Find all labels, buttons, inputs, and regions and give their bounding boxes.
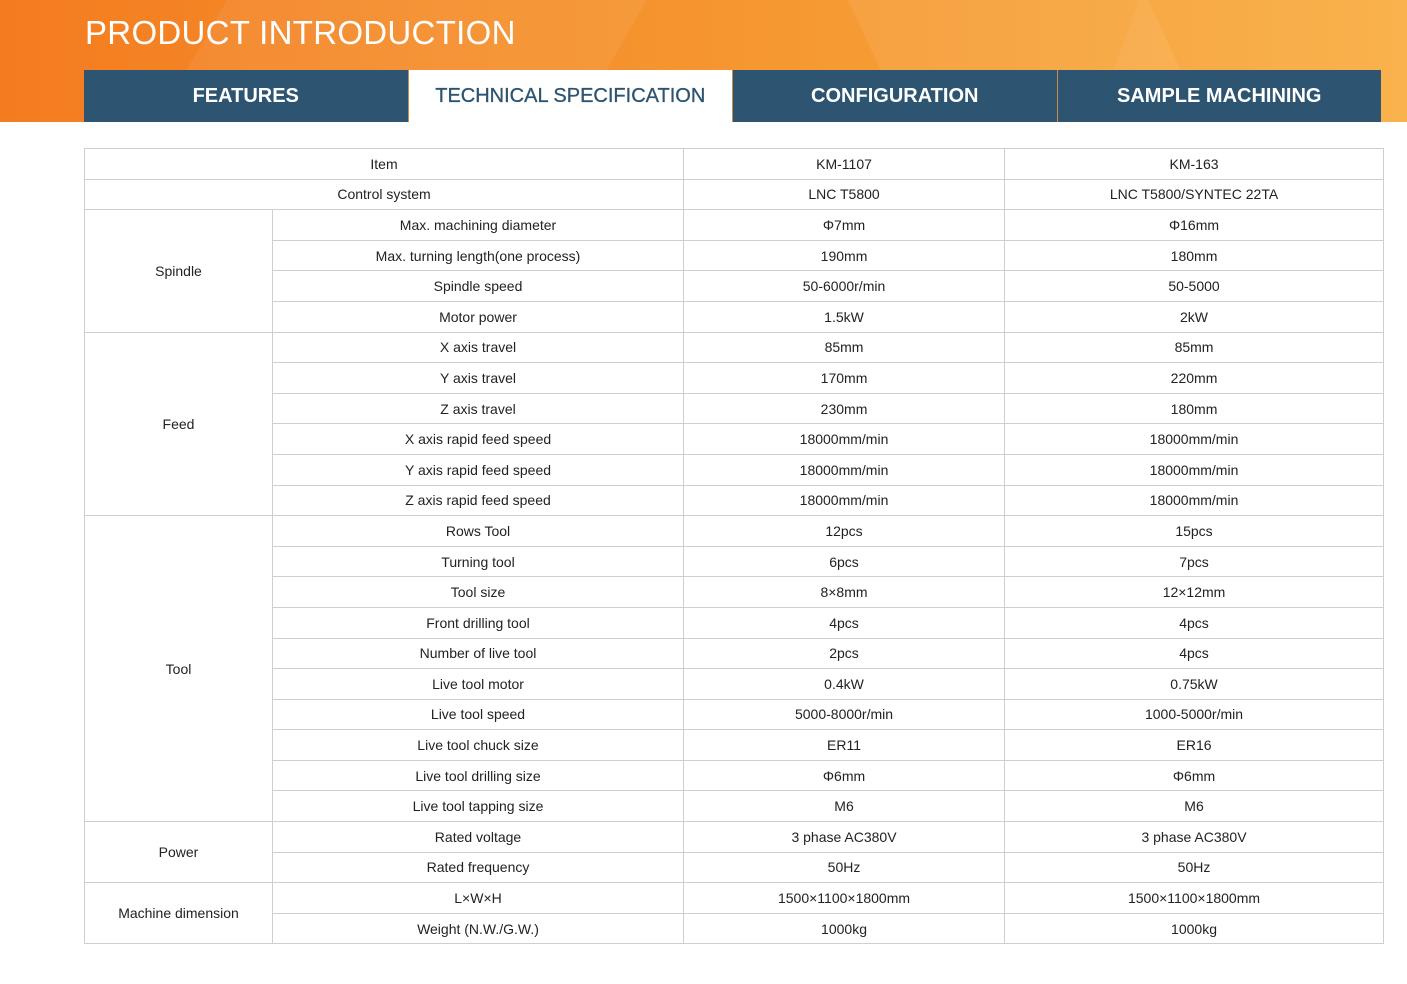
value-cell: 1.5kW (684, 301, 1005, 332)
value-cell: ER16 (1005, 730, 1384, 761)
value-cell: 230mm (684, 393, 1005, 424)
row-label-cell: Z axis rapid feed speed (273, 485, 684, 516)
row-label-cell: X axis travel (273, 332, 684, 363)
value-cell: 15pcs (1005, 516, 1384, 547)
group-name-cell: Tool (85, 516, 273, 822)
value-cell: LNC T5800/SYNTEC 22TA (1005, 179, 1384, 210)
row-label-cell: Live tool tapping size (273, 791, 684, 822)
value-cell: 18000mm/min (684, 485, 1005, 516)
value-cell: 1000kg (684, 913, 1005, 944)
row-label-cell: X axis rapid feed speed (273, 424, 684, 455)
row-label-cell: Weight (N.W./G.W.) (273, 913, 684, 944)
row-label-cell: Rated frequency (273, 852, 684, 883)
group-name-cell: Machine dimension (85, 883, 273, 944)
table-row (85, 179, 1384, 210)
value-cell: 18000mm/min (684, 424, 1005, 455)
value-cell: 5000-8000r/min (684, 699, 1005, 730)
value-cell: 1500×1100×1800mm (1005, 883, 1384, 914)
row-label-cell: Tool size (273, 577, 684, 608)
table-row (85, 301, 1384, 332)
row-label-cell: Y axis rapid feed speed (273, 454, 684, 485)
row-label-cell: Front drilling tool (273, 607, 684, 638)
header-item-cell: Item (85, 149, 684, 180)
value-cell: 50-6000r/min (684, 271, 1005, 302)
value-cell: 1000kg (1005, 913, 1384, 944)
table-row (85, 607, 1384, 638)
value-cell: 4pcs (1005, 607, 1384, 638)
group-name-cell: Feed (85, 332, 273, 516)
table-row (85, 332, 1384, 363)
table-row (85, 760, 1384, 791)
table-row (85, 852, 1384, 883)
header-model-cell: KM-1107 (684, 149, 1005, 180)
value-cell: 18000mm/min (684, 454, 1005, 485)
table-row (85, 730, 1384, 761)
table-row (85, 699, 1384, 730)
value-cell: 3 phase AC380V (1005, 822, 1384, 853)
table-row (85, 240, 1384, 271)
value-cell: 8×8mm (684, 577, 1005, 608)
value-cell: LNC T5800 (684, 179, 1005, 210)
spec-table-container (84, 148, 1383, 944)
tab-technical-specification[interactable]: TECHNICAL SPECIFICATION (408, 70, 733, 122)
table-row (85, 363, 1384, 394)
table-row (85, 454, 1384, 485)
value-cell: Φ6mm (684, 760, 1005, 791)
group-name-cell: Power (85, 822, 273, 883)
row-label-cell: Rated voltage (273, 822, 684, 853)
value-cell: 85mm (684, 332, 1005, 363)
value-cell: ER11 (684, 730, 1005, 761)
table-row (85, 516, 1384, 547)
row-label-cell: Spindle speed (273, 271, 684, 302)
value-cell: 2pcs (684, 638, 1005, 669)
table-header-row (85, 149, 1384, 180)
row-label-cell: Number of live tool (273, 638, 684, 669)
header-model-cell: KM-163 (1005, 149, 1384, 180)
row-label-cell: Max. turning length(one process) (273, 240, 684, 271)
table-row (85, 546, 1384, 577)
value-cell: 4pcs (1005, 638, 1384, 669)
table-row (85, 638, 1384, 669)
table-row (85, 913, 1384, 944)
row-label-cell: Z axis travel (273, 393, 684, 424)
table-row (85, 210, 1384, 241)
table-row (85, 485, 1384, 516)
value-cell: 1500×1100×1800mm (684, 883, 1005, 914)
value-cell: M6 (1005, 791, 1384, 822)
page-title: PRODUCT INTRODUCTION (85, 14, 516, 51)
value-cell: 18000mm/min (1005, 454, 1384, 485)
row-label-cell: Y axis travel (273, 363, 684, 394)
group-name-cell: Spindle (85, 210, 273, 332)
value-cell: 2kW (1005, 301, 1384, 332)
value-cell: M6 (684, 791, 1005, 822)
value-cell: 50Hz (1005, 852, 1384, 883)
value-cell: 180mm (1005, 240, 1384, 271)
value-cell: 180mm (1005, 393, 1384, 424)
table-row (85, 822, 1384, 853)
tab-configuration[interactable]: CONFIGURATION (732, 70, 1057, 122)
spec-table (84, 148, 1384, 944)
row-label-cell: Rows Tool (273, 516, 684, 547)
table-row (85, 577, 1384, 608)
table-row (85, 393, 1384, 424)
table-row (85, 669, 1384, 700)
row-label-cell: Live tool speed (273, 699, 684, 730)
value-cell: Φ16mm (1005, 210, 1384, 241)
value-cell: Φ7mm (684, 210, 1005, 241)
value-cell: 190mm (684, 240, 1005, 271)
value-cell: 12pcs (684, 516, 1005, 547)
value-cell: 0.75kW (1005, 669, 1384, 700)
row-label-cell: Motor power (273, 301, 684, 332)
value-cell: 7pcs (1005, 546, 1384, 577)
table-row (85, 883, 1384, 914)
value-cell: 6pcs (684, 546, 1005, 577)
value-cell: 220mm (1005, 363, 1384, 394)
value-cell: 50Hz (684, 852, 1005, 883)
value-cell: 85mm (1005, 332, 1384, 363)
table-row (85, 271, 1384, 302)
tab-sample-machining[interactable]: SAMPLE MACHINING (1057, 70, 1382, 122)
row-label-cell: Live tool motor (273, 669, 684, 700)
value-cell: 18000mm/min (1005, 424, 1384, 455)
value-cell: 170mm (684, 363, 1005, 394)
value-cell: 4pcs (684, 607, 1005, 638)
value-cell: 1000-5000r/min (1005, 699, 1384, 730)
table-row (85, 424, 1384, 455)
value-cell: 3 phase AC380V (684, 822, 1005, 853)
value-cell: 12×12mm (1005, 577, 1384, 608)
value-cell: Φ6mm (1005, 760, 1384, 791)
row-label-cell: Control system (85, 179, 684, 210)
row-label-cell: L×W×H (273, 883, 684, 914)
value-cell: 0.4kW (684, 669, 1005, 700)
row-label-cell: Live tool drilling size (273, 760, 684, 791)
row-label-cell: Turning tool (273, 546, 684, 577)
row-label-cell: Max. machining diameter (273, 210, 684, 241)
tab-features[interactable]: FEATURES (84, 70, 408, 122)
table-row (85, 791, 1384, 822)
value-cell: 50-5000 (1005, 271, 1384, 302)
row-label-cell: Live tool chuck size (273, 730, 684, 761)
tab-bar (84, 70, 1381, 122)
value-cell: 18000mm/min (1005, 485, 1384, 516)
